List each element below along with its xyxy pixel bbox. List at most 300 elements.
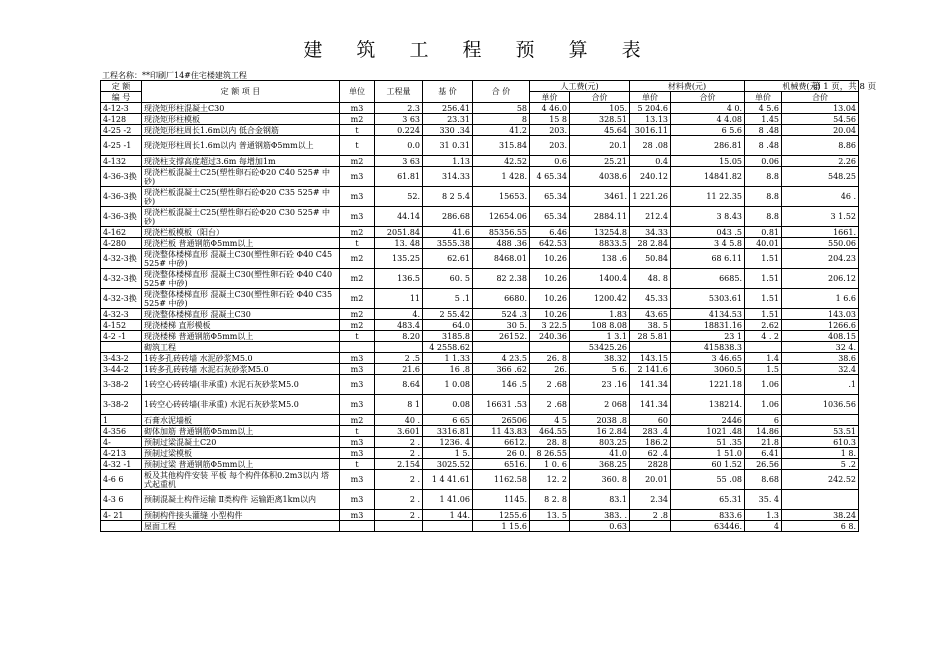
cell-unit: m3 (340, 364, 375, 375)
cell-code: 4-356 (101, 426, 142, 437)
cell-material-unit: 212.4 (630, 207, 671, 227)
cell-machine-sum: 53.51 (782, 426, 859, 437)
cell-base: 5 .1 (423, 289, 473, 309)
cell-qty: 2.154 (375, 459, 423, 470)
cell-code: 4-36-3换 (101, 207, 142, 227)
cell-total: 15653. (473, 187, 530, 207)
table-row (101, 448, 859, 459)
cell-total: 12654.06 (473, 207, 530, 227)
cell-item: 1砖空心砖砖墙(非承重) 水泥石灰砂浆M5.0 (142, 395, 340, 415)
cell-labor-unit: 642.53 (530, 238, 570, 249)
cell-qty: 3.601 (375, 426, 423, 437)
cell-code: 3-38-2 (101, 395, 142, 415)
cell-unit: t (340, 459, 375, 470)
col-material-sum: 合价 (671, 92, 745, 103)
cell-machine-unit: 0.06 (745, 156, 782, 167)
cell-qty (375, 521, 423, 532)
cell-qty: 44.14 (375, 207, 423, 227)
cell-base: 1 44. (423, 510, 473, 521)
cell-labor-sum: 108 8.08 (570, 320, 630, 331)
cell-unit: t (340, 136, 375, 156)
cell-machine-unit: 1.5 (745, 364, 782, 375)
cell-labor-unit: 26. 8 (530, 353, 570, 364)
cell-base: 1236. 4 (423, 437, 473, 448)
cell-labor-unit: 3 22.5 (530, 320, 570, 331)
cell-code (101, 342, 142, 353)
cell-unit: m2 (340, 269, 375, 289)
cell-labor-unit: 464.55 (530, 426, 570, 437)
cell-labor-sum: 2 068 (570, 395, 630, 415)
cell-labor-sum: 138 .6 (570, 249, 630, 269)
cell-total: 146 .5 (473, 375, 530, 395)
cell-labor-sum: 4038.6 (570, 167, 630, 187)
cell-unit: m3 (340, 437, 375, 448)
cell-material-unit: 0.4 (630, 156, 671, 167)
cell-unit: m2 (340, 415, 375, 426)
cell-total: 82 2.38 (473, 269, 530, 289)
table-row (101, 437, 859, 448)
cell-qty: 2 . (375, 470, 423, 490)
cell-material-sum: 51 .35 (671, 437, 745, 448)
cell-code: 3-44-2 (101, 364, 142, 375)
page-info: 第 1 页，共 8 页 (812, 82, 877, 92)
cell-machine-sum (782, 415, 859, 426)
cell-material-sum: 4134.53 (671, 309, 745, 320)
cell-code: 4-32-3换 (101, 249, 142, 269)
cell-qty: 135.25 (375, 249, 423, 269)
cell-item: 现浇矩形柱模板 (142, 114, 340, 125)
cell-base: 330 .34 (423, 125, 473, 136)
cell-item: 现浇栏板混凝土C25(塑性卵石砼Φ20 C30 525# 中砂) (142, 207, 340, 227)
cell-labor-sum: 1 3.1 (570, 331, 630, 342)
table-row (101, 395, 859, 415)
cell-machine-sum: 8.86 (782, 136, 859, 156)
cell-labor-sum: 38.32 (570, 353, 630, 364)
cell-labor-sum: 383. . (570, 510, 630, 521)
cell-machine-sum: 6 8. (782, 521, 859, 532)
col-labor-sum: 合价 (570, 92, 630, 103)
cell-machine-sum: 242.52 (782, 470, 859, 490)
cell-labor-sum: 41.0 (570, 448, 630, 459)
cell-code: 4-152 (101, 320, 142, 331)
cell-base: 31 0.31 (423, 136, 473, 156)
cell-base: 41.6 (423, 227, 473, 238)
cell-qty: 2.3 (375, 103, 423, 114)
cell-code: 4-2 -1 (101, 331, 142, 342)
cell-qty: 11 (375, 289, 423, 309)
cell-qty (375, 342, 423, 353)
cell-machine-unit: 40.01 (745, 238, 782, 249)
cell-material-unit: 141.34 (630, 375, 671, 395)
cell-labor-sum: 2038 .8 (570, 415, 630, 426)
cell-code: 4-36-3换 (101, 187, 142, 207)
cell-material-unit (630, 521, 671, 532)
cell-item: 砌体加筋 普通钢筋Φ5mm以上 (142, 426, 340, 437)
cell-unit: m3 (340, 167, 375, 187)
table-row (101, 269, 859, 289)
cell-material-sum: 18831.16 (671, 320, 745, 331)
cell-base: 256.41 (423, 103, 473, 114)
cell-qty: 2 .5 (375, 353, 423, 364)
cell-machine-sum: 38.24 (782, 510, 859, 521)
cell-material-unit: 2.34 (630, 490, 671, 510)
document-title: 建 筑 工 程 预 算 表 (303, 39, 655, 61)
cell-code: 4-25 -1 (101, 136, 142, 156)
cell-item: 现浇栏板模板（阳台） (142, 227, 340, 238)
cell-base: 1 0.08 (423, 375, 473, 395)
cell-item: 1砖空心砖砖墙(非承重) 水泥石灰砂浆M5.0 (142, 375, 340, 395)
cell-material-unit: 20.01 (630, 470, 671, 490)
col-item: 定 额 项 目 (142, 81, 340, 103)
cell-qty: 2051.84 (375, 227, 423, 238)
cell-base: 1 41.06 (423, 490, 473, 510)
cell-total: 11 43.83 (473, 426, 530, 437)
cell-material-unit: 3016.11 (630, 125, 671, 136)
cell-material-unit: 141.34 (630, 395, 671, 415)
cell-labor-sum: 13254.8 (570, 227, 630, 238)
cell-total: 16631 .53 (473, 395, 530, 415)
cell-labor-unit: 65.34 (530, 207, 570, 227)
cell-machine-sum: 38.6 (782, 353, 859, 364)
cell-machine-sum: 548.25 (782, 167, 859, 187)
table-row (101, 289, 859, 309)
header-row-1 (101, 81, 859, 92)
cell-code: 4-3 6 (101, 490, 142, 510)
cell-labor-unit: 8 26.55 (530, 448, 570, 459)
cell-machine-sum: 32 4. (782, 342, 859, 353)
cell-qty: 8.20 (375, 331, 423, 342)
cell-material-sum: 6 5.6 (671, 125, 745, 136)
cell-labor-unit: 10.26 (530, 309, 570, 320)
col-machine-unit: 单价 (745, 92, 782, 103)
budget-table (100, 80, 859, 532)
cell-machine-unit: 1.51 (745, 289, 782, 309)
cell-unit: t (340, 426, 375, 437)
cell-qty: 52. (375, 187, 423, 207)
cell-code: 4-132 (101, 156, 142, 167)
cell-code: 4-32-3 (101, 309, 142, 320)
cell-machine-unit: 4 . 2 (745, 331, 782, 342)
cell-material-sum: 3 8.43 (671, 207, 745, 227)
cell-labor-unit: 26. (530, 364, 570, 375)
cell-labor-sum: 53425.26 (570, 342, 630, 353)
cell-item: 板及其他构件安装 平板 每个构件体积0.2m3以内 塔式起重机 (142, 470, 340, 490)
cell-item: 1砖多孔砖砖墙 水泥砂浆M5.0 (142, 353, 340, 364)
cell-item: 现浇整体楼梯直形 混凝土C30(塑性卵石砼 Φ40 C35 525# 中砂) (142, 289, 340, 309)
cell-machine-unit: 14.86 (745, 426, 782, 437)
col-code-top: 定 额 (101, 81, 142, 92)
table-row (101, 470, 859, 490)
cell-unit: m3 (340, 353, 375, 364)
cell-material-unit: 34.33 (630, 227, 671, 238)
cell-machine-sum: 46 . (782, 187, 859, 207)
cell-unit: m2 (340, 227, 375, 238)
cell-labor-sum: 1400.4 (570, 269, 630, 289)
cell-machine-unit: 8.8 (745, 167, 782, 187)
cell-machine-unit: 1.51 (745, 309, 782, 320)
cell-machine-sum: 610.3 (782, 437, 859, 448)
cell-machine-unit: 1.4 (745, 353, 782, 364)
cell-labor-unit: 10.26 (530, 289, 570, 309)
cell-labor-unit (530, 521, 570, 532)
table-row (101, 187, 859, 207)
cell-labor-unit: 6.46 (530, 227, 570, 238)
cell-material-unit: 2 .8 (630, 510, 671, 521)
cell-total: 366 .62 (473, 364, 530, 375)
cell-item: 现浇整体楼梯直形 混凝土C30(塑性卵石砼 Φ40 C45 525# 中砂) (142, 249, 340, 269)
cell-material-unit: 143.15 (630, 353, 671, 364)
cell-qty: 0.224 (375, 125, 423, 136)
cell-code: 4-25 -2 (101, 125, 142, 136)
cell-qty: 2 . (375, 510, 423, 521)
cell-qty: 61.81 (375, 167, 423, 187)
cell-machine-unit: 21.8 (745, 437, 782, 448)
cell-qty: 13. 48 (375, 238, 423, 249)
cell-unit: m3 (340, 375, 375, 395)
cell-machine-sum: 3 1.52 (782, 207, 859, 227)
cell-machine-sum: 550.06 (782, 238, 859, 249)
cell-code: 4-213 (101, 448, 142, 459)
cell-unit: m3 (340, 395, 375, 415)
table-row (101, 167, 859, 187)
cell-item: 现浇矩形柱混凝土C30 (142, 103, 340, 114)
cell-qty: 8.64 (375, 375, 423, 395)
table-row (101, 331, 859, 342)
cell-machine-sum: 1036.56 (782, 395, 859, 415)
cell-labor-unit: 15 8 (530, 114, 570, 125)
cell-machine-unit: 4 5.6 (745, 103, 782, 114)
table-row (101, 207, 859, 227)
table-row (101, 510, 859, 521)
cell-machine-sum: 143.03 (782, 309, 859, 320)
cell-base: 3025.52 (423, 459, 473, 470)
col-labor-unit: 单价 (530, 92, 570, 103)
cell-labor-unit: 12. 2 (530, 470, 570, 490)
cell-material-unit: 28 5.81 (630, 331, 671, 342)
cell-item: 预制过梁混凝土C20 (142, 437, 340, 448)
cell-unit: m2 (340, 320, 375, 331)
cell-code: 4-32 -1 (101, 459, 142, 470)
cell-base: 23.31 (423, 114, 473, 125)
cell-base: 62.61 (423, 249, 473, 269)
cell-material-sum: 1021 .48 (671, 426, 745, 437)
cell-material-sum: 15.05 (671, 156, 745, 167)
cell-machine-sum: 20.04 (782, 125, 859, 136)
cell-machine-sum: 13.04 (782, 103, 859, 114)
cell-machine-unit: 35. 4 (745, 490, 782, 510)
cell-machine-sum: 206.12 (782, 269, 859, 289)
cell-total: 42.52 (473, 156, 530, 167)
cell-unit (340, 342, 375, 353)
cell-material-sum: 6685. (671, 269, 745, 289)
cell-item: 预制过梁 普通钢筋Φ5mm以上 (142, 459, 340, 470)
table-row (101, 125, 859, 136)
cell-labor-unit: 2 .68 (530, 375, 570, 395)
cell-labor-unit: 2 .68 (530, 395, 570, 415)
table-row (101, 364, 859, 375)
cell-qty: 2 . (375, 490, 423, 510)
table-row (101, 320, 859, 331)
cell-machine-unit: 6 (745, 415, 782, 426)
cell-qty: 3 63 (375, 114, 423, 125)
cell-labor-sum: 45.64 (570, 125, 630, 136)
cell-code: 4-36-3换 (101, 167, 142, 187)
cell-unit: m3 (340, 448, 375, 459)
cell-labor-sum: 1.83 (570, 309, 630, 320)
cell-labor-unit: 203. (530, 136, 570, 156)
cell-machine-unit: 2.62 (745, 320, 782, 331)
cell-machine-unit: 8.8 (745, 207, 782, 227)
table-row (101, 426, 859, 437)
cell-base: 60. 5 (423, 269, 473, 289)
cell-material-sum: 4 4.08 (671, 114, 745, 125)
cell-machine-unit: 1.51 (745, 269, 782, 289)
cell-machine-unit: 6.41 (745, 448, 782, 459)
cell-machine-unit: 1.06 (745, 395, 782, 415)
cell-item: 现浇栏板混凝土C25(塑性卵石砼Φ20 C35 525# 中砂) (142, 187, 340, 207)
cell-labor-unit: 240.36 (530, 331, 570, 342)
cell-material-unit: 2 141.6 (630, 364, 671, 375)
cell-machine-sum (782, 490, 859, 510)
cell-material-unit: 13.13 (630, 114, 671, 125)
cell-labor-sum: 0.63 (570, 521, 630, 532)
cell-code: 4-12-3 (101, 103, 142, 114)
cell-code: 3-43-2 (101, 353, 142, 364)
cell-machine-sum: 1661. (782, 227, 859, 238)
cell-base: 1.13 (423, 156, 473, 167)
cell-material-sum: 415838.3 (671, 342, 745, 353)
cell-total: 524 .3 (473, 309, 530, 320)
cell-labor-unit (530, 342, 570, 353)
cell-material-unit: 28 .08 (630, 136, 671, 156)
cell-labor-sum: 25.21 (570, 156, 630, 167)
cell-material-unit: 62 .4 (630, 448, 671, 459)
cell-item: 屋面工程 (142, 521, 340, 532)
col-base: 基 价 (423, 81, 473, 103)
cell-unit: m3 (340, 470, 375, 490)
cell-unit: m2 (340, 249, 375, 269)
cell-total: 58 (473, 103, 530, 114)
col-total: 合 价 (473, 81, 530, 103)
cell-material-sum: 138214. (671, 395, 745, 415)
cell-labor-unit: 1 0. 6 (530, 459, 570, 470)
cell-material-sum: 4 0. (671, 103, 745, 114)
cell-qty: 40 . (375, 415, 423, 426)
table-row (101, 249, 859, 269)
cell-total: 1255.6 (473, 510, 530, 521)
cell-material-sum: 60 1.52 (671, 459, 745, 470)
cell-machine-unit: 26.56 (745, 459, 782, 470)
cell-material-unit: 48. 8 (630, 269, 671, 289)
cell-item: 现浇栏板混凝土C25(塑性卵石砼Φ20 C40 525# 中砂) (142, 167, 340, 187)
cell-base: 64.0 (423, 320, 473, 331)
cell-material-unit: 28 2.84 (630, 238, 671, 249)
cell-total: 8 (473, 114, 530, 125)
cell-material-sum: 833.6 (671, 510, 745, 521)
cell-labor-unit: 13. 5 (530, 510, 570, 521)
cell-unit: m3 (340, 103, 375, 114)
table-row (101, 342, 859, 353)
cell-material-unit: 283 .4 (630, 426, 671, 437)
cell-machine-unit: 8 .48 (745, 125, 782, 136)
cell-labor-sum: 20.1 (570, 136, 630, 156)
cell-unit: m2 (340, 156, 375, 167)
cell-item: 现浇整体楼梯直形 混凝土C30(塑性卵石砼 Φ40 C40 525# 中砂) (142, 269, 340, 289)
cell-qty: 0.0 (375, 136, 423, 156)
cell-qty: 3 63 (375, 156, 423, 167)
cell-unit: m3 (340, 490, 375, 510)
cell-material-sum: 14841.82 (671, 167, 745, 187)
table-row (101, 375, 859, 395)
cell-unit: m2 (340, 289, 375, 309)
cell-labor-sum: 328.51 (570, 114, 630, 125)
cell-unit: m3 (340, 207, 375, 227)
cell-total: 1145. (473, 490, 530, 510)
cell-labor-sum: 368.25 (570, 459, 630, 470)
cell-material-sum: 11 22.35 (671, 187, 745, 207)
cell-base: 1 1.33 (423, 353, 473, 364)
cell-material-unit: 5 204.6 (630, 103, 671, 114)
cell-material-sum: 3060.5 (671, 364, 745, 375)
cell-material-unit: 45.33 (630, 289, 671, 309)
cell-unit: m2 (340, 114, 375, 125)
cell-material-unit: 240.12 (630, 167, 671, 187)
cell-labor-unit: 0.6 (530, 156, 570, 167)
cell-labor-sum: 23 .16 (570, 375, 630, 395)
cell-machine-unit: 8.8 (745, 187, 782, 207)
cell-material-unit (630, 342, 671, 353)
cell-material-unit: 2828 (630, 459, 671, 470)
col-machine: 机械费(元) (745, 81, 859, 92)
cell-material-unit: 43.65 (630, 309, 671, 320)
col-material: 材料费(元) (630, 81, 745, 92)
cell-total: 488 .36 (473, 238, 530, 249)
cell-labor-unit: 4 65.34 (530, 167, 570, 187)
cell-item: 现浇栏板 普通钢筋Φ5mm以上 (142, 238, 340, 249)
cell-total: 1 15.6 (473, 521, 530, 532)
cell-material-unit: 186.2 (630, 437, 671, 448)
col-qty: 工程量 (375, 81, 423, 103)
table-row (101, 521, 859, 532)
cell-labor-unit: 203. (530, 125, 570, 136)
cell-machine-sum: 1 8. (782, 448, 859, 459)
cell-machine-sum: 1 6.6 (782, 289, 859, 309)
cell-machine-unit: 1.45 (745, 114, 782, 125)
cell-total: 26152. (473, 331, 530, 342)
cell-base: 2 55.42 (423, 309, 473, 320)
cell-material-unit: 50.84 (630, 249, 671, 269)
cell-material-unit: 38. 5 (630, 320, 671, 331)
cell-qty: 8 1 (375, 395, 423, 415)
cell-labor-sum: 803.25 (570, 437, 630, 448)
cell-code: 1 (101, 415, 142, 426)
cell-code: 4-6 6 (101, 470, 142, 490)
cell-total: 8468.01 (473, 249, 530, 269)
cell-total: 26506 (473, 415, 530, 426)
table-row (101, 114, 859, 125)
cell-total: 26 0. (473, 448, 530, 459)
cell-item: 1砖多孔砖砖墙 水泥石灰砂浆M5.0 (142, 364, 340, 375)
cell-total: 6516. (473, 459, 530, 470)
col-material-unit: 单价 (630, 92, 671, 103)
cell-total: 4 23.5 (473, 353, 530, 364)
cell-material-sum: 2446 (671, 415, 745, 426)
cell-total: 1 428. (473, 167, 530, 187)
cell-total: 6680. (473, 289, 530, 309)
cell-machine-sum: 204.23 (782, 249, 859, 269)
table-row (101, 238, 859, 249)
cell-total: 41.2 (473, 125, 530, 136)
